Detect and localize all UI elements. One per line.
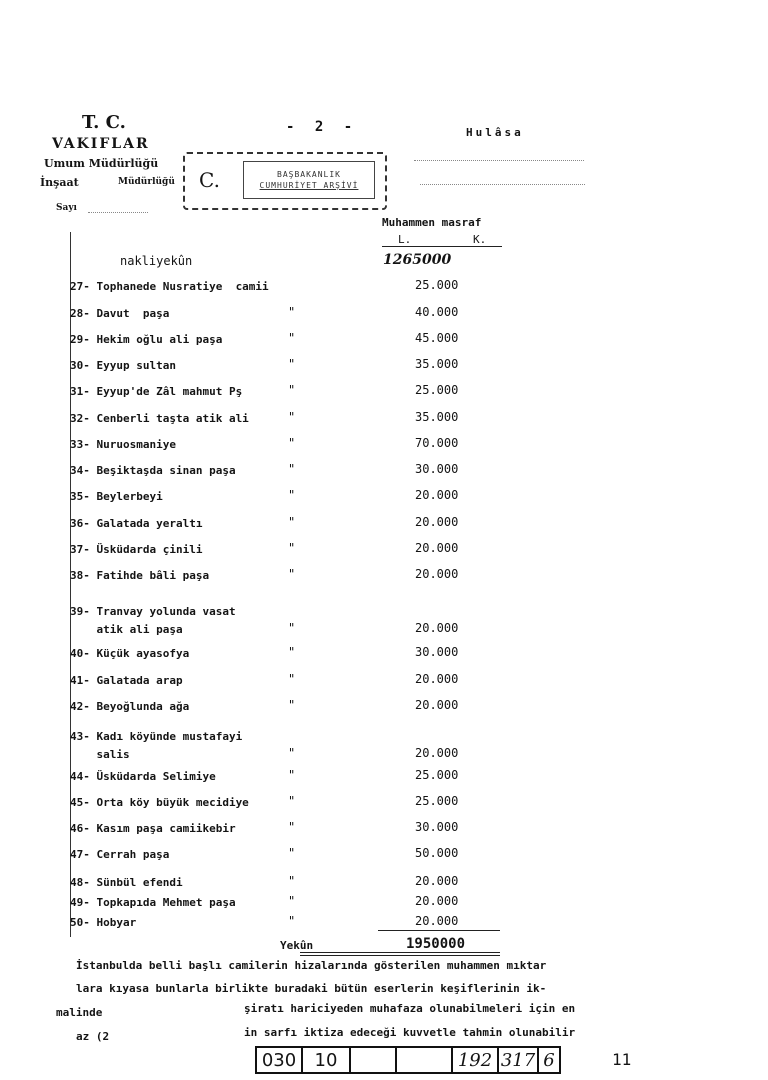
item-ditto-mark: " <box>288 621 296 635</box>
item-row <box>70 728 520 764</box>
item-amount: 20.000 <box>415 672 459 686</box>
item-amount: 20.000 <box>415 746 459 760</box>
stamp-inner-box <box>243 161 375 199</box>
header-dept2-a: İnşaat <box>40 176 79 189</box>
item-row <box>70 698 520 716</box>
body-line-3-right: şiratı hariciyeden muhafaza olunabilmeleri için en <box>244 1002 576 1015</box>
item-amount: 20.000 <box>415 874 459 888</box>
item-amount: 25.000 <box>415 768 459 782</box>
item-label: 37- Üsküdarda çinili <box>70 543 203 556</box>
item-label: 50- Hobyar <box>70 916 137 929</box>
item-row <box>70 488 520 506</box>
item-row <box>70 894 520 912</box>
page-number: - 2 - <box>286 119 359 135</box>
item-ditto-mark: " <box>288 410 296 424</box>
archive-stamp <box>183 152 387 210</box>
item-ditto-mark: " <box>288 462 296 476</box>
item-amount: 45.000 <box>415 331 459 345</box>
item-label: 46- Kasım paşa camiikebir <box>70 822 236 835</box>
item-row <box>70 410 520 428</box>
item-row <box>70 567 520 585</box>
carried-forward-value: 1265000 <box>383 252 452 268</box>
item-amount: 30.000 <box>415 645 459 659</box>
item-row <box>70 820 520 838</box>
item-label: 43- Kadı köyünde mustafayi salis <box>70 730 243 761</box>
total-double-rule-1 <box>300 952 500 953</box>
total-label: Yekûn <box>280 939 314 952</box>
item-ditto-mark: " <box>288 874 296 888</box>
item-label: 27- Tophanede Nusratiye camii <box>70 280 269 293</box>
header-tc: T. C. <box>82 112 126 133</box>
item-row <box>70 305 520 323</box>
column-underline <box>382 246 502 247</box>
item-ditto-mark: " <box>288 894 296 908</box>
item-ditto-mark: " <box>288 331 296 345</box>
item-label: 48- Sünbül efendi <box>70 876 183 889</box>
item-row <box>70 383 520 401</box>
total-top-rule <box>378 930 500 931</box>
item-row <box>70 672 520 690</box>
header-sayi: Sayı <box>56 203 77 213</box>
item-amount: 20.000 <box>415 488 459 502</box>
item-row <box>70 436 520 454</box>
hulasa-dotted-line-2 <box>420 184 585 185</box>
item-amount: 20.000 <box>415 894 459 908</box>
item-amount: 30.000 <box>415 462 459 476</box>
total-double-rule-2 <box>300 955 500 956</box>
archive-ref-box-7: 6 <box>537 1046 561 1074</box>
item-amount: 20.000 <box>415 621 459 635</box>
item-row <box>70 278 520 296</box>
item-ditto-mark: " <box>288 305 296 319</box>
item-amount: 20.000 <box>415 698 459 712</box>
archive-ref-box-1: 030 <box>255 1046 303 1074</box>
item-ditto-mark: " <box>288 357 296 371</box>
item-ditto-mark: " <box>288 846 296 860</box>
stamp-line-1: BAŞBAKANLIK <box>277 170 341 179</box>
item-label: 33- Nuruosmaniye <box>70 438 176 451</box>
body-line-4-right: in sarfı iktiza edeceği kuvvetle tahmin olunabilir <box>244 1026 576 1039</box>
column-header: Muhammen masraf <box>382 216 482 229</box>
item-amount: 25.000 <box>415 794 459 808</box>
item-row <box>70 462 520 480</box>
item-amount: 70.000 <box>415 436 459 450</box>
item-ditto-mark: " <box>288 488 296 502</box>
item-ditto-mark: " <box>288 794 296 808</box>
item-amount: 35.000 <box>415 410 459 424</box>
item-row <box>70 515 520 533</box>
item-label: 39- Tranvay yolunda vasat atik ali paşa <box>70 605 236 636</box>
item-label: 47- Cerrah paşa <box>70 848 170 861</box>
hulasa-dotted-line-1 <box>414 160 584 161</box>
archive-ref-box-4 <box>395 1046 453 1074</box>
item-label: 28- Davut paşa <box>70 307 170 320</box>
item-row <box>70 603 520 639</box>
item-ditto-mark: " <box>288 567 296 581</box>
archive-ref-box-6: 317 <box>497 1046 539 1074</box>
item-ditto-mark: " <box>288 672 296 686</box>
column-unit-k: K. <box>473 233 487 246</box>
item-label: 32- Cenberli taşta atik ali <box>70 412 249 425</box>
item-row <box>70 541 520 559</box>
item-amount: 20.000 <box>415 541 459 555</box>
header-dept2-b: Müdürlüğü <box>118 177 175 187</box>
header-org: VAKIFLAR <box>52 136 150 152</box>
archive-ref-trailing: 11 <box>612 1050 632 1069</box>
item-row <box>70 645 520 663</box>
item-ditto-mark: " <box>288 515 296 529</box>
item-label: 34- Beşiktaşda sinan paşa <box>70 464 236 477</box>
item-label: 45- Orta köy büyük mecidiye <box>70 796 249 809</box>
item-ditto-mark: " <box>288 436 296 450</box>
header-dept1: Umum Müdürlüğü <box>44 157 159 170</box>
item-row <box>70 794 520 812</box>
item-label: 44- Üsküdarda Selimiye <box>70 770 216 783</box>
item-ditto-mark: " <box>288 820 296 834</box>
header-hulasa: Hulâsa <box>466 126 524 139</box>
item-ditto-mark: " <box>288 698 296 712</box>
item-ditto-mark: " <box>288 541 296 555</box>
column-unit-l: L. <box>398 233 412 246</box>
item-row <box>70 846 520 864</box>
item-label: 36- Galatada yeraltı <box>70 517 203 530</box>
total-value: 1950000 <box>406 936 466 952</box>
sayi-dotted-line <box>88 212 148 213</box>
item-amount: 50.000 <box>415 846 459 860</box>
item-row <box>70 357 520 375</box>
item-label: 35- Beylerbeyi <box>70 490 163 503</box>
item-amount: 20.000 <box>415 567 459 581</box>
item-label: 31- Eyyup'de Zâl mahmut Pş <box>70 385 243 398</box>
item-ditto-mark: " <box>288 645 296 659</box>
item-ditto-mark: " <box>288 768 296 782</box>
archive-ref-box-5: 192 <box>451 1046 499 1074</box>
stamp-c-mark: C. <box>199 168 220 192</box>
body-line-3-left: malinde <box>56 1006 103 1019</box>
item-amount: 25.000 <box>415 278 459 292</box>
item-label: 29- Hekim oğlu ali paşa <box>70 333 223 346</box>
archive-ref-box-3 <box>349 1046 397 1074</box>
item-row <box>70 331 520 349</box>
item-label: 49- Topkapıda Mehmet paşa <box>70 896 236 909</box>
item-ditto-mark: " <box>288 383 296 397</box>
stamp-line-2: CUMHURİYET ARŞİVİ <box>259 181 359 190</box>
item-ditto-mark: " <box>288 914 296 928</box>
archive-ref-box-2: 10 <box>301 1046 351 1074</box>
body-line-1: İstanbulda belli başlı camilerin hizalarında gösterilen muhammen mıktar <box>76 959 547 972</box>
item-label: 38- Fatihde bâli paşa <box>70 569 210 582</box>
item-amount: 40.000 <box>415 305 459 319</box>
item-label: 42- Beyoğlunda ağa <box>70 700 190 713</box>
item-row <box>70 874 520 892</box>
item-row <box>70 768 520 786</box>
item-label: 30- Eyyup sultan <box>70 359 176 372</box>
item-ditto-mark: " <box>288 746 296 760</box>
item-amount: 20.000 <box>415 515 459 529</box>
item-amount: 20.000 <box>415 914 459 928</box>
body-line-4-left: az (2 <box>76 1030 110 1043</box>
item-amount: 35.000 <box>415 357 459 371</box>
item-label: 41- Galatada arap <box>70 674 183 687</box>
item-label: 40- Küçük ayasofya <box>70 647 190 660</box>
item-amount: 25.000 <box>415 383 459 397</box>
carried-forward-label: nakliyekûn <box>120 254 193 268</box>
item-amount: 30.000 <box>415 820 459 834</box>
body-line-2: lara kıyasa bunlarla birlikte buradaki bütün eserlerin keşiflerinin ik- <box>76 982 547 995</box>
